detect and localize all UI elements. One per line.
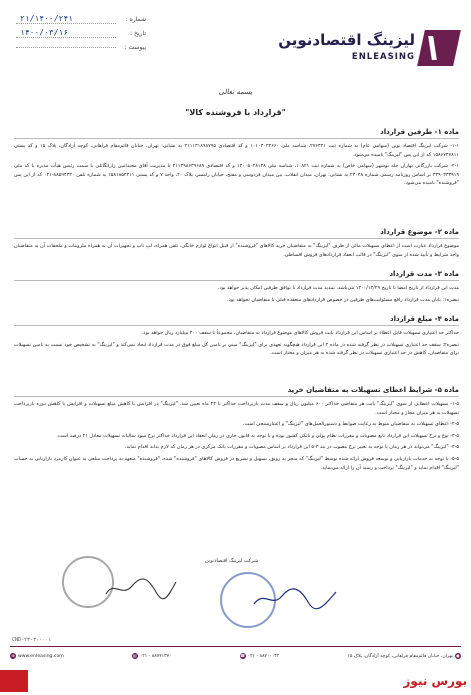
- footer-website[interactable]: [10, 653, 64, 659]
- paragraph: تبصره۲: سقف حد اعتباری تسهیلات در نظر گرفته شده در ماده ۴ این قرارداد هیچگونه تعهدی برای "لیزینگ" مبنی بر تامین کل مبلغ فوق در مدت قرارداد ایجاد نمی‌کند و "لیزینگ" به تشخیص خود نسبت به تامین تسهیلات برای متقاضیان، کاهش در حد اعتباری تسهیلات در نظر گرفته شده به هر میزان و مختار است.: [14, 341, 459, 357]
- phone-icon: ☎: [240, 653, 246, 658]
- section-heading: ماده ۳- مدت قرارداد: [14, 270, 459, 281]
- section-heading: ماده ۴- مبلغ قرارداد: [14, 315, 459, 326]
- globe-icon: ⊕: [11, 653, 15, 658]
- meta-attachment: [16, 40, 146, 54]
- company-logo: [278, 28, 457, 70]
- section-heading: ماده ۵- شرایط اعطای تسهیلات به متقاضیان خرید: [14, 386, 459, 397]
- phone-text: ۰۲۱ - ۸۸۷۰۰۰۳۲: [247, 653, 280, 659]
- meta-label: شماره :: [125, 15, 146, 23]
- basmala: بسمه تعالی: [218, 88, 253, 96]
- section-subject: [14, 228, 459, 259]
- fax-text: ۰۲۱ - ۸۸۷۴۱۳۷۰: [139, 653, 172, 659]
- meta-label: پیوست :: [124, 43, 146, 51]
- footer-address: [347, 653, 461, 659]
- paragraph: ۱-۱- شرکت لیزینگ اقتصاد نوین (سهامی عام) به شماره ثبت ۲۷۶۴۲۱، شناسه ملی ۱۰۱۰۳۰۲۴۶۶۰ و کد اقتصادی ۴۱۱۱۳۱۸۹۸۷۹۵ به نشانی: تهران، خیابان قائم‌مقام فراهانی، کوچه آزادگان، پلاک ۱۵ و کد پستی ۱۵۸۶۷۴۷۸۱۱ که از این پس "لیزینگ" نامیده می‌شود.: [14, 143, 460, 158]
- signature-mark: [252, 586, 338, 610]
- section-amount: [14, 315, 459, 358]
- section-parties: [14, 128, 459, 188]
- paragraph: ۱-۵- تسهیلات اعطایی از سوی "لیزینگ" بابت هر متقاضی حداکثر ۶۰۰ میلیون ریال و سقف مدت بازپرداخت حداکثر تا ۲۴ ماه تعیین شد. "لیزینگ" در افزایش یا کاهش مبلغ تسهیلات و افزایش یا کاهش دوره بازپرداخت تسهیلات به هر میزان مجاز و مختار است.: [14, 401, 460, 416]
- meta-value: [16, 47, 116, 48]
- meta-date: [16, 26, 146, 40]
- meta-value: ۱۴۰۰/۰۳/۱۶: [16, 28, 116, 38]
- source-watermark: بورس نیوز: [403, 674, 467, 688]
- paragraph: مدت این قرارداد از تاریخ امضا تا تاریخ ۱۴۰۰/۱۲/۲۹ می‌باشد. تمدید مدت قرارداد با توافق طرفین امکان پذیر خواهد بود.: [217, 285, 459, 291]
- paragraph: حداکثر حد اعتباری تسهیلات قابل اعطاء بر اساس این قرارداد بابت فروش کالاهای موضوع قرارداد به متقاضیان، مجموعاً تا سقف ۲۰۰ میلیارد ریال خواهد بود.: [141, 330, 459, 336]
- logo-mark-icon: [417, 30, 461, 66]
- section-duration: [14, 270, 459, 304]
- location-icon: ●: [456, 653, 460, 658]
- section-heading: ماده ۱- طرفین قرارداد: [14, 128, 459, 139]
- paragraph: ۲-۵- اعطای تسهیلات به متقاضیان منوط به رعایت ضوابط و دستورالعمل‌های "لیزینگ" و اعتبارسنجی است.: [242, 421, 459, 428]
- section-conditions: [14, 386, 459, 472]
- paragraph: تبصره۱: پایان مدت قرارداد رافع مسئولیت‌های طرفین در خصوص قراردادهای منعقده قبلی با متقاضیان نخواهد بود.: [227, 296, 459, 303]
- paragraph: ۳-۵- نوع و نرخ تسهیلات این قرارداد تابع مصوبات و مقررات نظام پولی و بانکی کشور بوده و با توجه به قانون جاری در زمان انعقاد این قرارداد حداکثر نرخ سود سالیانه تسهیلات معادل ۲۱ درصد است.: [56, 432, 459, 439]
- logo-text-fa: لیزینگ اقتصادنوین: [278, 31, 415, 49]
- paragraph: ۵-۵- با توجه به خدمات بازاریابی و توسعه فروش ارائه شده توسط "لیزینگ" که منجر به رونق، تسهیل و تسریع در فروش کالاهای "فروشنده" شده، "فروشنده" متعهد به پرداخت مبلغی به عنوان کارمزد بازاریابی به حساب "لیزینگ" اقدام نماید و "لیزینگ" پرداخت و رسید آن را ارائه می‌نماید.: [14, 455, 459, 471]
- address-text: تهران، خیابان قائم‌مقام فراهانی، کوچه آزادگان، پلاک ۱۵: [347, 653, 453, 659]
- footer-divider: [10, 646, 461, 647]
- footer-phone: [240, 653, 280, 659]
- paragraph: موضوع قرارداد عبارت است از اعطای تسهیلات مالی از طرف "لیزینگ" به متقاضیان خرید کالاهای "فروشنده" از قبیل انواع لوازم خانگی، تلفن همراه، لپ تاپ و تجهیزات آن به همراه ملزومات و ملحقات آن به متقاضیان واجد شرایط و تأیید شده از سوی "لیزینگ" در قالب انعقاد قراردادهای فروش اقساطی.: [14, 243, 459, 258]
- meta-number: [16, 12, 146, 26]
- paragraph: ۲-۱- شرکت بازرگانی بهاران حله بوشهر (سهامی خاص) به شماره ثبت ۱۰۸۲۱، شناسه ملی ۱۴۰۰۵۰۲۸۱۲۸ و کد اقتصادی ۴۱۱۳۹۸۶۳۹۶۸۹ با مدیریت آقای مجیدامین زارانگاتلی با سمت رئیس هیأت مدیره با کد ملی ۳۳۹۰۳۳۳۹۱۹ بر اساس روزنامه رسمی شماره ۲۳۰۴۸ به نشانی: تهران، میدان انقلاب، بین میدان فردوسی و مفتح، خیابان رامسر، پلاک ۴۰، واحد ۷ و کد پستی ۱۵۸۱۸۵۴۴۱۱ به شماره تلفن ۸۸۵۹۴۳۳۰-۰۲۱ که از این پس "فروشنده" نامیده می‌شود.: [14, 163, 459, 187]
- website-text: www.enleasing.com: [18, 653, 64, 659]
- signature-mark: [104, 574, 178, 600]
- document-code: CND-۲۳-۳۰۰۰۰۱: [12, 637, 52, 643]
- footer-fax: [132, 653, 172, 659]
- section-heading: ماده ۲- موضوع قرارداد: [14, 228, 459, 239]
- paragraph: ۴-۵- "لیزینگ" می‌تواند در هر زمان با توجه به تغییر نرخ مصوب در بند ۳-۵ این قرارداد بر اساس مصوبات و مقررات بانک مرکزی در هر زمان که لازم بداند اقدام نماید.: [124, 444, 459, 451]
- logo-text-en: ENLEASING: [351, 52, 415, 62]
- letter-meta: [16, 12, 146, 54]
- document-title: "قرارداد با فروشنده کالا": [185, 108, 286, 117]
- signature-company-name: شرکت لیزینگ اقتصادنوین: [205, 558, 259, 564]
- corner-mark: [0, 670, 28, 692]
- meta-value: ۲۱/۱۴۰۰/۲۴۱: [16, 14, 116, 24]
- fax-icon: ▤: [132, 653, 137, 658]
- meta-label: تاریخ :: [130, 29, 146, 37]
- footer: [10, 650, 461, 662]
